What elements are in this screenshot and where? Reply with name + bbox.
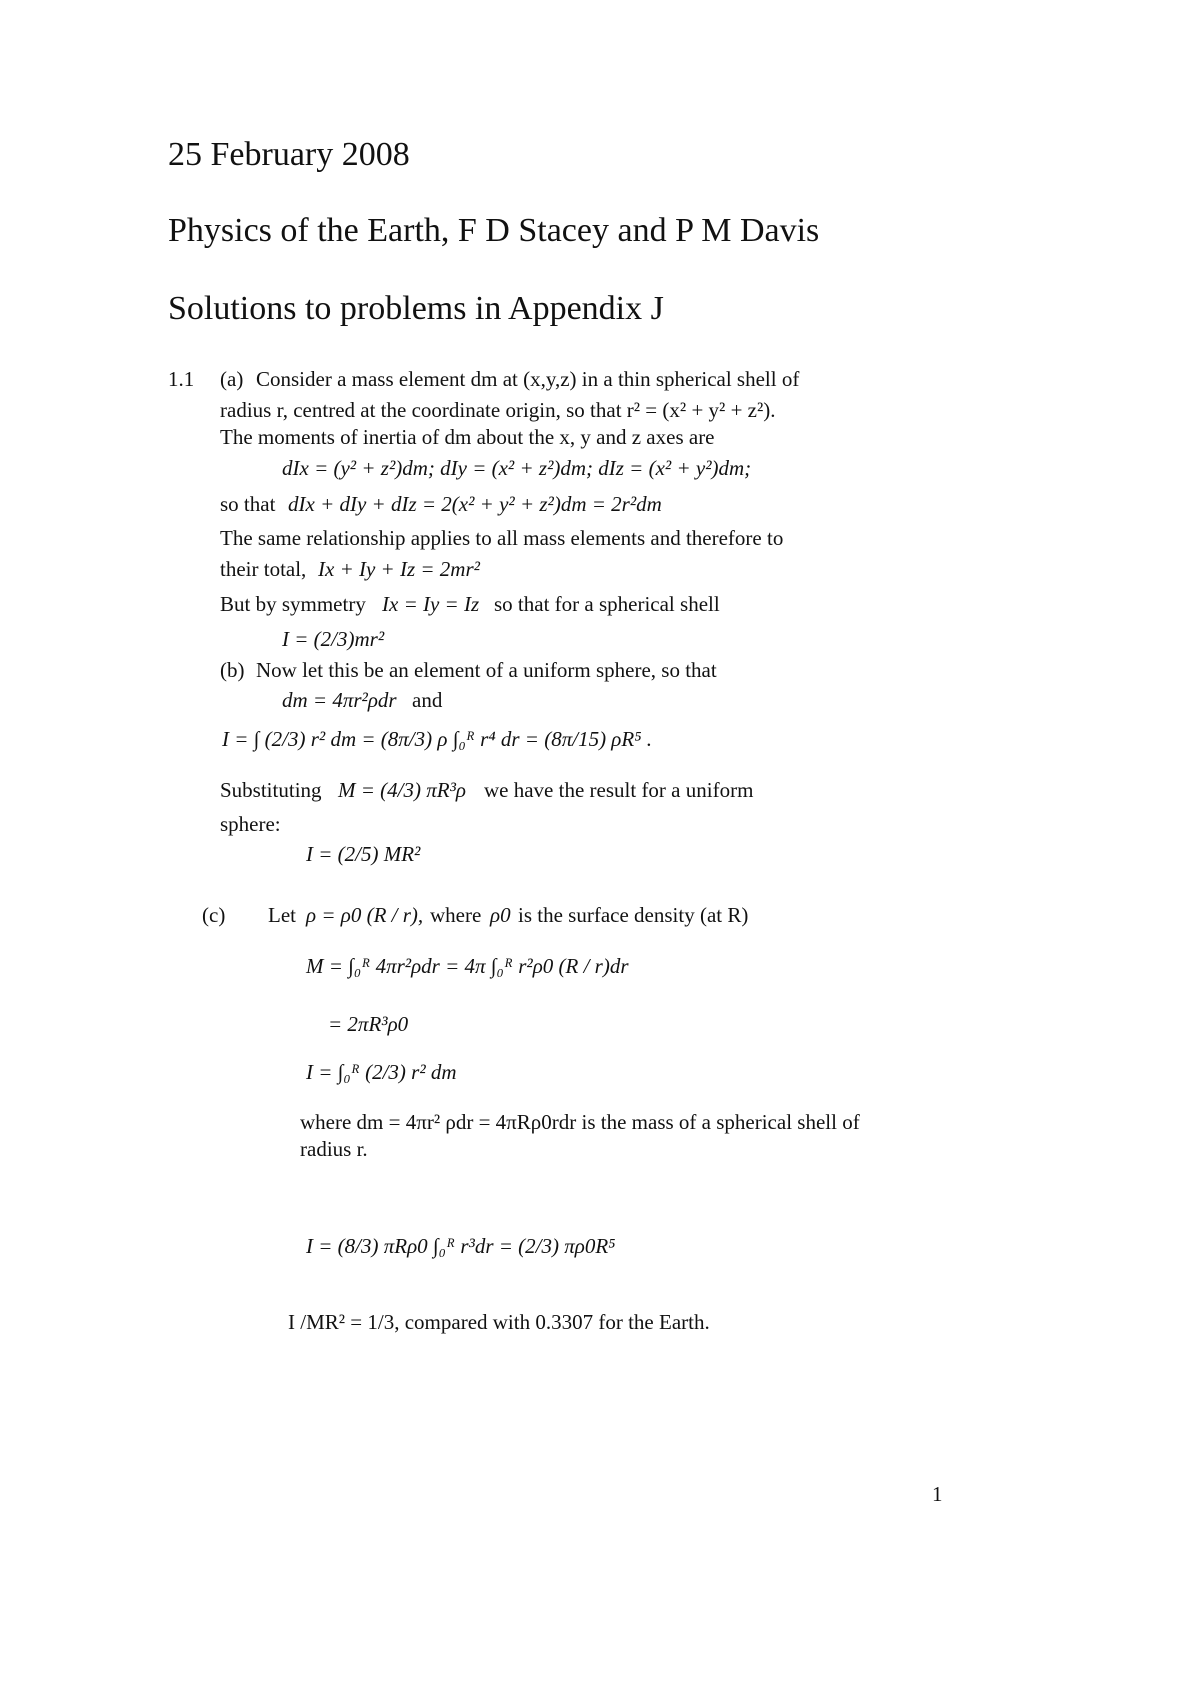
part-c-line1-mid: where: [430, 903, 482, 927]
part-a-line1: Consider a mass element dm at (x,y,z) in a thin spherical shell of: [256, 367, 800, 391]
book-title: Physics of the Earth, F D Stacey and P M Davis: [168, 212, 820, 249]
part-a-line7-prefix: But by symmetry: [220, 592, 366, 616]
part-b-line3: sphere:: [220, 812, 281, 836]
part-c-line2: where dm = 4πr² ρdr = 4πRρ0rdr is the mass of a spherical shell of: [300, 1110, 860, 1134]
equation-total-moment: Ix + Iy + Iz = 2mr²: [318, 557, 480, 581]
equation-moment-result: I = (8/3) πRρ0 ∫₀ᴿ r³dr = (2/3) πρ0R⁵: [306, 1234, 616, 1258]
part-b-line2-prefix: Substituting: [220, 778, 322, 802]
equation-mass-element: dm = 4πr²ρdr: [282, 688, 397, 712]
part-b-line1: Now let this be an element of a uniform sphere, so that: [256, 658, 717, 682]
part-a-line3: The moments of inertia of dm about the x, y and z axes are: [220, 425, 715, 449]
part-c-line3: radius r.: [300, 1137, 368, 1161]
equation-mass-integral: M = ∫₀ᴿ 4πr²ρdr = 4π ∫₀ᴿ r²ρ0 (R / r)dr: [306, 954, 629, 978]
part-c-line1-prefix: Let: [268, 903, 296, 927]
equation-symmetry: Ix = Iy = Iz: [382, 592, 480, 616]
equation-moment-integral: I = ∫₀ᴿ (2/3) r² dm: [306, 1060, 457, 1084]
part-a-line4-prefix: so that: [220, 492, 276, 516]
equation-surface-density: ρ0: [490, 903, 511, 927]
page-number: 1: [932, 1482, 943, 1506]
part-a-line2: radius r, centred at the coordinate origin, so that r² = (x² + y² + z²).: [220, 398, 776, 422]
equation-moment-sum: dIx + dIy + dIz = 2(x² + y² + z²)dm = 2r²dm: [288, 492, 662, 516]
part-a-label: (a): [220, 367, 244, 391]
problem-number: 1.1: [168, 367, 195, 391]
part-a-line6-prefix: their total,: [220, 557, 307, 581]
equation-shell-moment: I = (2/3)mr²: [282, 627, 385, 651]
equation-mass-result: = 2πR³ρ0: [328, 1012, 409, 1036]
final-result: I /MR² = 1/3, compared with 0.3307 for the Earth.: [288, 1310, 710, 1334]
part-c-label: (c): [202, 903, 226, 927]
equation-sphere-mass: M = (4/3) πR³ρ: [338, 778, 466, 802]
document-subtitle: Solutions to problems in Appendix J: [168, 290, 664, 327]
equation-density-profile: ρ = ρ0 (R / r),: [306, 903, 424, 927]
part-b-and: and: [412, 688, 443, 712]
equation-moment-elements: dIx = (y² + z²)dm; dIy = (x² + z²)dm; dIz = (x² + y²)dm;: [282, 456, 752, 480]
part-c-line1-suffix: is the surface density (at R): [518, 903, 749, 927]
part-a-line7-suffix: so that for a spherical shell: [494, 592, 720, 616]
part-b-label: (b): [220, 658, 245, 682]
document-date: 25 February 2008: [168, 136, 410, 173]
equation-sphere-integral: I = ∫ (2/3) r² dm = (8π/3) ρ ∫₀ᴿ r⁴ dr = (8π/15) ρR⁵ .: [222, 727, 653, 751]
equation-uniform-sphere-result: I = (2/5) MR²: [306, 842, 421, 866]
part-a-line5: The same relationship applies to all mass elements and therefore to: [220, 526, 784, 550]
part-b-line2-suffix: we have the result for a uniform: [484, 778, 754, 802]
